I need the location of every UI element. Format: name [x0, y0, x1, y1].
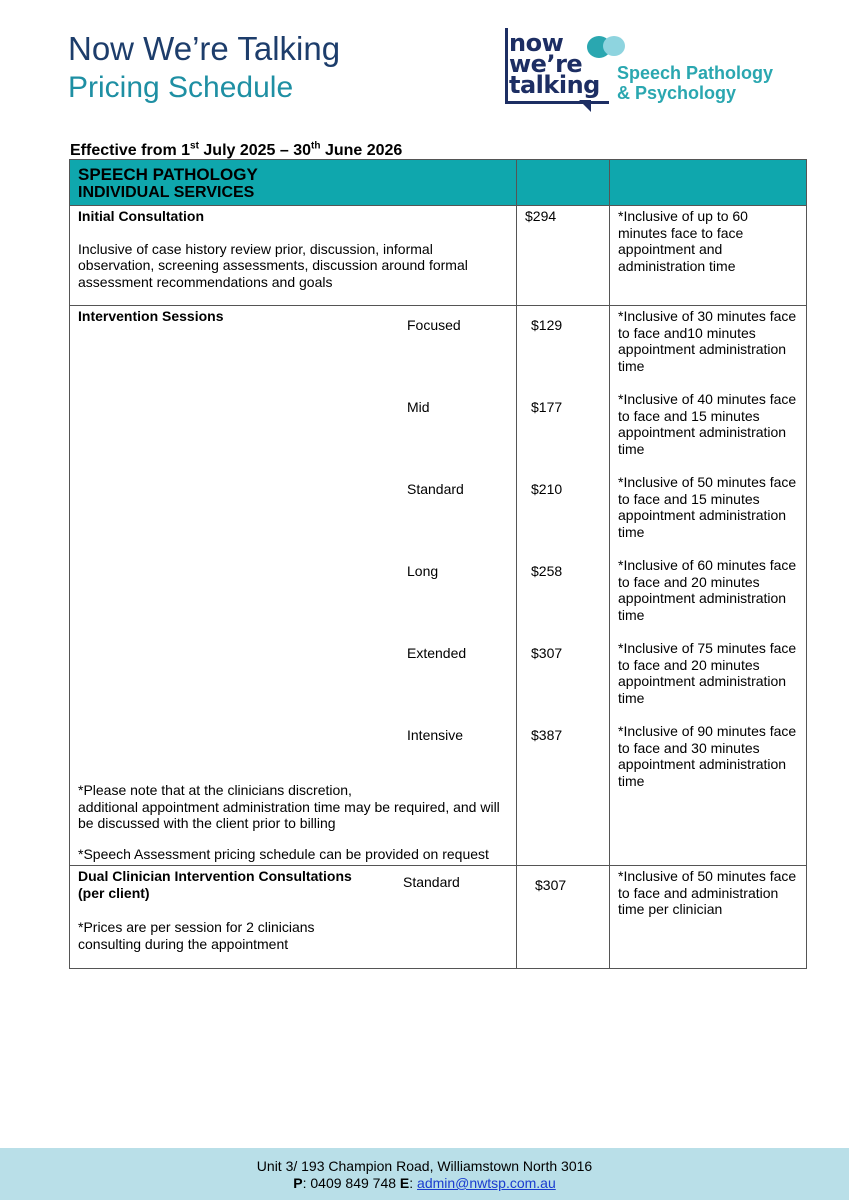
footer-contact: [0, 1175, 849, 1192]
dual-price: $307: [535, 877, 567, 893]
logo-word-now: now: [509, 29, 564, 57]
logo-subtitle-2: & Psychology: [617, 83, 737, 103]
level-intensive: Intensive: [407, 727, 464, 743]
section-header-cell: [70, 160, 517, 206]
price-intensive: $387: [531, 727, 563, 743]
dual-note: *Inclusive of 50 minutes face to face and administration time per clinician: [610, 866, 807, 969]
dual-title-line1: Dual Clinician Intervention Consultations: [78, 868, 352, 884]
intervention-desc-cell: [70, 306, 517, 866]
dual-desc: [78, 919, 315, 952]
page-title: Now We’re Talking: [68, 30, 341, 67]
price-focused: $129: [531, 317, 563, 333]
price-extended: $307: [531, 645, 563, 661]
phone-number: : 0409 849 748: [302, 1175, 400, 1191]
price-standard: $210: [531, 481, 563, 497]
pricing-table: [69, 159, 807, 969]
intervention-note-1: [78, 782, 510, 832]
intervention-note-cell: [610, 306, 807, 866]
logo-speech-tail: [579, 100, 591, 112]
level-focused: Focused: [407, 317, 461, 333]
phone-label: P: [293, 1175, 303, 1191]
effective-sup2: th: [311, 140, 321, 152]
level-long: Long: [407, 563, 439, 579]
table-row-intervention: [70, 306, 807, 866]
initial-price: $294: [517, 206, 610, 306]
section-title: SPEECH PATHOLOGY: [78, 165, 258, 184]
effective-sup1: st: [190, 140, 199, 152]
email-separator: :: [409, 1175, 418, 1191]
note-intensive: *Inclusive of 90 minutes face to face and 30 minutes appointment administration time: [618, 723, 797, 789]
effective-date: [70, 141, 402, 161]
initial-desc: Inclusive of case history review prior, discussion, informal observation, screening assessments, discussion around formal assessment recommendations and goals: [78, 240, 468, 290]
intervention-note-1-line2: additional appointment administration time may be required, and will be discussed with the client prior to billing: [78, 798, 500, 831]
effective-suffix: June 2026: [320, 142, 403, 159]
initial-title: Initial Consultation: [78, 208, 204, 224]
level-extended: Extended: [407, 645, 467, 661]
dual-desc-line2: consulting during the appointment: [78, 935, 289, 952]
level-mid: Mid: [407, 399, 430, 415]
note-extended: *Inclusive of 75 minutes face to face and 20 minutes appointment administration time: [618, 640, 797, 706]
initial-note: *Inclusive of up to 60 minutes face to face appointment and administration time: [610, 206, 807, 306]
intervention-title: Intervention Sessions: [78, 308, 224, 324]
intervention-note-2: *Speech Assessment pricing schedule can be provided on request: [78, 846, 489, 862]
note-standard: *Inclusive of 50 minutes face to face and 15 minutes appointment administration time: [618, 474, 797, 540]
level-standard: Standard: [407, 481, 464, 497]
note-mid: *Inclusive of 40 minutes face to face and 15 minutes appointment administration time: [618, 391, 797, 457]
logo-subtitle-1: Speech Pathology: [617, 63, 774, 83]
price-mid: $177: [531, 399, 563, 415]
intervention-note-1-line1: *Please note that at the clinicians discretion,: [78, 782, 352, 798]
table-row-dual-clinician: [70, 866, 807, 969]
dual-price-cell: [517, 866, 610, 969]
dual-desc-line1: *Prices are per session for 2 clinicians: [78, 919, 315, 935]
header-note-cell: [610, 160, 807, 206]
footer: [0, 1148, 849, 1200]
logo-word-talking: talking: [509, 71, 600, 99]
footer-address: Unit 3/ 193 Champion Road, Williamstown North 3016: [256, 1158, 593, 1174]
page-subtitle: Pricing Schedule: [68, 71, 294, 104]
price-long: $258: [531, 563, 563, 579]
intervention-price-cell: [517, 306, 610, 866]
section-subtitle: INDIVIDUAL SERVICES: [78, 184, 255, 201]
email-link[interactable]: admin@nwtsp.com.au: [417, 1175, 556, 1191]
initial-desc-cell: [70, 206, 517, 306]
effective-prefix: Effective from 1: [70, 142, 191, 159]
table-row-initial-consultation: [70, 206, 807, 306]
dual-title-line2: (per client): [78, 884, 150, 901]
dual-desc-cell: [70, 866, 517, 969]
header-price-cell: [517, 160, 610, 206]
note-long: *Inclusive of 60 minutes face to face and 20 minutes appointment administration time: [618, 557, 797, 623]
dual-level: Standard: [403, 874, 460, 890]
logo-word-were: we’re: [509, 50, 583, 78]
note-focused: *Inclusive of 30 minutes face to face and10 minutes appointment administration time: [618, 308, 797, 374]
effective-middle: July 2025 – 30: [198, 142, 312, 159]
email-label: E: [399, 1175, 410, 1191]
table-header-row: [70, 160, 807, 206]
company-logo: [505, 28, 805, 118]
speech-bubble-icon-secondary: [603, 36, 625, 56]
